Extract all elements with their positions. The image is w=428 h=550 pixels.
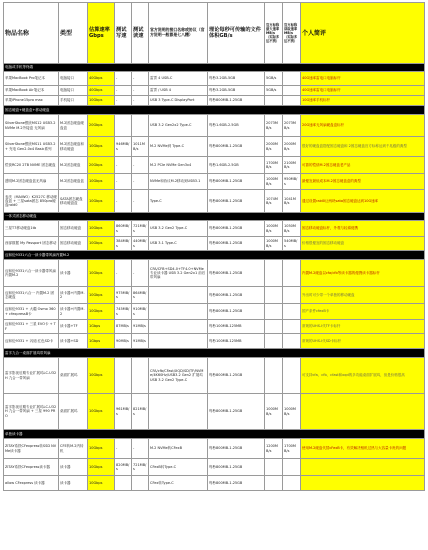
cell-throughput: 每秒1.6GB-2.5GB bbox=[208, 115, 265, 137]
cell-throughput: 每秒100MB-125MB bbox=[208, 334, 265, 349]
table-body bbox=[4, 64, 425, 491]
table-row bbox=[4, 304, 425, 320]
cell-speed-estimate: 20Gbps bbox=[88, 157, 115, 174]
cell-item-name: 透明M.2固态硬盘盒无风扇 bbox=[4, 174, 59, 190]
cell-item-name: 苹果MacBook Pro笔记本 bbox=[4, 72, 59, 86]
cell-interface: M.2 NVMe到 Type-C bbox=[149, 137, 208, 157]
cell-test-read: - bbox=[132, 96, 149, 106]
section-header bbox=[4, 213, 425, 221]
cell-interface: USB 3.1 Type-C bbox=[149, 237, 208, 251]
cell-test-write: 961MB/s bbox=[115, 394, 132, 430]
cell-official-read bbox=[283, 304, 301, 320]
cell-review: 40G速率雷电口电脑标杆 bbox=[301, 72, 425, 86]
table-row bbox=[4, 358, 425, 394]
cell-type: 读卡器+内置M.2 bbox=[59, 304, 88, 320]
cell-test-read: 440MB/s bbox=[132, 237, 149, 251]
table-row bbox=[4, 174, 425, 190]
cell-test-read: - bbox=[132, 260, 149, 287]
header-row bbox=[4, 3, 425, 64]
cell-type: M.2固态硬盘硬盘盒 bbox=[59, 115, 88, 137]
cell-throughput: 每秒800MB-1.25GB bbox=[208, 174, 265, 190]
cell-interface: USB 3.2 Gen2x2 Type-C bbox=[149, 115, 208, 137]
cell-type: 固态移动硬盘 bbox=[59, 237, 88, 251]
cell-official-max: 1000MB/s bbox=[265, 174, 283, 190]
cell-official-max: 1200MB/s bbox=[265, 439, 283, 459]
cell-type: M.2固态硬盘 bbox=[59, 157, 88, 174]
cell-official-read bbox=[283, 320, 301, 334]
cell-test-read: - bbox=[132, 72, 149, 86]
table-row bbox=[4, 86, 425, 96]
cell-test-read: 721MB/s bbox=[132, 459, 149, 476]
cell-throughput: 每秒800MB-1.25GB bbox=[208, 358, 265, 394]
table-row bbox=[4, 287, 425, 304]
cell-test-read bbox=[132, 476, 149, 491]
cell-speed-estimate: 10Gbps bbox=[88, 174, 115, 190]
cell-official-max bbox=[265, 358, 283, 394]
section-header bbox=[4, 64, 425, 72]
cell-type: CFE转M.2内转机 bbox=[59, 439, 88, 459]
cell-type: 读卡器 bbox=[59, 260, 88, 287]
cell-speed-estimate: 1Gbps bbox=[88, 320, 115, 334]
header-test-read: 测试读速 bbox=[132, 3, 149, 64]
section-header bbox=[4, 430, 425, 439]
cell-throughput: 每秒800MB-1.25GB bbox=[208, 137, 265, 157]
section-title: 一体式固态移动硬盘 bbox=[4, 213, 425, 221]
cell-official-read bbox=[283, 287, 301, 304]
cell-speed-estimate: 20Gbps bbox=[88, 115, 115, 137]
table-row bbox=[4, 260, 425, 287]
cell-official-max bbox=[265, 476, 283, 491]
cell-review: 最便宜最低成本M.2固态硬盘盒的典型 bbox=[301, 174, 425, 190]
cell-review: 通过设置raid0让两块sata固态硬盘达到10G速率 bbox=[301, 190, 425, 213]
cell-review: 外出时可少带一个单独的移动硬盘 bbox=[301, 287, 425, 304]
cell-interface bbox=[149, 320, 208, 334]
cell-test-read: 910MB/s bbox=[132, 304, 149, 320]
spec-comparison-table bbox=[3, 2, 425, 491]
cell-review: 价格很便宜的固态移动硬盘 bbox=[301, 237, 425, 251]
cell-type: 读卡器 bbox=[59, 476, 88, 491]
cell-official-max bbox=[265, 320, 283, 334]
section-title: 迈和伦9331六合一读卡器带风扇内置M.2 bbox=[4, 251, 425, 260]
cell-type: 固态移动硬盘 bbox=[59, 221, 88, 237]
cell-interface bbox=[149, 287, 208, 304]
cell-interface: M.2 PCIe NVMe Gen3x4 bbox=[149, 157, 208, 174]
table-row bbox=[4, 72, 425, 86]
cell-test-read: - bbox=[132, 174, 149, 190]
cell-test-write: - bbox=[115, 86, 132, 96]
cell-test-read: 1011MB/s bbox=[132, 137, 149, 157]
cell-official-max: 1074MB/s bbox=[265, 190, 283, 213]
cell-type: 读卡器+TF bbox=[59, 320, 88, 334]
cell-review: 可支持cfa、cfb、cfast和xqd的多功能桌面扩展坞，但是价格很高 bbox=[301, 358, 425, 394]
cell-throughput: 每秒800MB-1.25GB bbox=[208, 287, 265, 304]
cell-test-write: - bbox=[115, 439, 132, 459]
cell-review: 内置M.2硬盘以cfa/cfb等读卡器的便携读卡器标杆 bbox=[301, 260, 425, 287]
header-official-read: 官方标称读取速率MB/s（实际多达不到） bbox=[283, 3, 301, 64]
cell-speed-estimate: 10Gbps bbox=[88, 358, 115, 394]
cell-test-write bbox=[115, 115, 132, 137]
section-header bbox=[4, 349, 425, 358]
cell-test-write: 820MB/s bbox=[115, 459, 132, 476]
cell-test-write: 384MB/s bbox=[115, 237, 132, 251]
cell-throughput: 每秒100MB-125MB bbox=[208, 320, 265, 334]
cell-throughput: 每秒3.2GB-5GB bbox=[208, 72, 265, 86]
cell-test-read: - bbox=[132, 86, 149, 96]
cell-official-read bbox=[283, 459, 301, 476]
cell-official-read bbox=[283, 260, 301, 287]
section-header bbox=[4, 251, 425, 260]
cell-item-name: 迈和伦9331 + 三星 EVO卡 + TF bbox=[4, 320, 59, 334]
cell-test-read bbox=[132, 115, 149, 137]
cell-official-read: 1700MB/s bbox=[283, 439, 301, 459]
cell-test-write: 975MB/s bbox=[115, 287, 132, 304]
cell-throughput: 每秒1.6GB-2.5GB bbox=[208, 157, 265, 174]
cell-item-name: 苹果iPhone15pro max bbox=[4, 96, 59, 106]
cell-official-max: 5GB/s bbox=[265, 72, 283, 86]
cell-item-name: SilverStone银欣MS11 USB3.2 + 充电 Gen2.0x4 Basic系列 bbox=[4, 137, 59, 157]
cell-speed-estimate: 10Gbps bbox=[88, 237, 115, 251]
cell-test-read: - bbox=[132, 439, 149, 459]
cell-interface: Type-C bbox=[149, 190, 208, 213]
cell-official-max: 5GB/s bbox=[265, 86, 283, 96]
cell-interface bbox=[149, 334, 208, 349]
cell-official-read bbox=[283, 72, 301, 86]
cell-review: 40G速率雷电口电脑标杆 bbox=[301, 86, 425, 96]
cell-type: 桌面扩展坞 bbox=[59, 394, 88, 430]
cell-item-name: 迈和伦9331 + 闪迪 红色SD卡 bbox=[4, 334, 59, 349]
cell-throughput: 每秒800MB-1.25GB bbox=[208, 304, 265, 320]
table-row bbox=[4, 476, 425, 491]
cell-throughput: 每秒800MB-1.25GB bbox=[208, 237, 265, 251]
header-item-name: 物品名称 bbox=[4, 3, 59, 64]
cell-speed-estimate: 10Gbps bbox=[88, 96, 115, 106]
cell-type: 读卡器 bbox=[59, 459, 88, 476]
cell-test-write: 745MB/s bbox=[115, 304, 132, 320]
cell-interface: USB 3 Type-C DisplayPort bbox=[149, 96, 208, 106]
header-type: 类型 bbox=[59, 3, 88, 64]
cell-type: M.2固态硬盘盒 bbox=[59, 174, 88, 190]
cell-test-write: - bbox=[115, 260, 132, 287]
cell-throughput: 每秒800MB-1.25GB bbox=[208, 394, 265, 430]
cell-item-name: 麦沃（MAIWO）K2527C 移动硬盘盒 + 三星sata固态 850pro硬盘raid0 bbox=[4, 190, 59, 213]
section-title: 电脑或手机等终端 bbox=[4, 64, 425, 72]
cell-review bbox=[301, 394, 425, 430]
cell-official-read: 2000MB/s bbox=[283, 137, 301, 157]
cell-test-write: 87MB/s bbox=[115, 320, 132, 334]
cell-official-read: 950MB/s bbox=[283, 174, 301, 190]
cell-official-read: 1041MB/s bbox=[283, 190, 301, 213]
cell-interface: 雷雳 4 USB-C bbox=[149, 72, 208, 86]
cell-test-write: - bbox=[115, 72, 132, 86]
cell-throughput: 每秒3.2GB-5GB bbox=[208, 86, 265, 96]
cell-review: 常规的UHS-I代SD卡标杆 bbox=[301, 334, 425, 349]
cell-speed-estimate: 10Gbps bbox=[88, 304, 115, 320]
cell-type: 电脑接口 bbox=[59, 86, 88, 96]
cell-throughput: 每秒800MB-1.25GB bbox=[208, 190, 265, 213]
cell-test-write: - bbox=[115, 96, 132, 106]
cell-speed-estimate: 40Gbps bbox=[88, 86, 115, 96]
cell-throughput: 每秒800MB-1.25GB bbox=[208, 439, 265, 459]
section-header bbox=[4, 106, 425, 115]
cell-official-read bbox=[283, 96, 301, 106]
cell-test-read: - bbox=[132, 190, 149, 213]
cell-test-write bbox=[115, 476, 132, 491]
section-title: 固态硬盘+硬盘盒+移动硬盘 bbox=[4, 106, 425, 115]
cell-type: 读卡器+SD bbox=[59, 334, 88, 349]
table-row bbox=[4, 221, 425, 237]
cell-interface: NVMe和协议M.2移动到USB3.1 bbox=[149, 174, 208, 190]
table-row bbox=[4, 459, 425, 476]
cell-official-max: 1000MB/s bbox=[265, 221, 283, 237]
cell-test-write: - bbox=[115, 190, 132, 213]
cell-item-name: 西部数据 My Passport 固态移动 bbox=[4, 237, 59, 251]
cell-speed-estimate: 10Gbps bbox=[88, 260, 115, 287]
header-interface: 官方说明的接口名称或协议（官方说明一般都是七八糟） bbox=[149, 3, 208, 64]
cell-item-name: 雷孚影视后期专业扩展坞LC-U32H 九合一带风扇 bbox=[4, 358, 59, 394]
cell-speed-estimate: 10Gbps bbox=[88, 221, 115, 237]
cell-throughput: 每秒800MB-1.25GB bbox=[208, 221, 265, 237]
cell-official-max: 2073MB/s bbox=[265, 115, 283, 137]
table-row bbox=[4, 394, 425, 430]
header-test-write: 测试写速 bbox=[115, 3, 132, 64]
cell-test-write: 946MB/s bbox=[115, 137, 132, 157]
cell-official-max bbox=[265, 287, 283, 304]
cell-interface bbox=[149, 304, 208, 320]
cell-review: 可靠的铠侠M.2固态硬盘老产品 bbox=[301, 157, 425, 174]
cell-test-read: 721MB/s bbox=[132, 221, 149, 237]
header-official-max: 官方标称最大速率MB/s（实际多达不到） bbox=[265, 3, 283, 64]
cell-interface: CFA/CFB+SD4.0+TF4.0+NVMe专业读卡器 USB 3.2 Gen2x1 前后带风扇 bbox=[149, 260, 208, 287]
cell-review: 很好的硬盘盒搭配固态硬盘和 2固态硬盘官方标称达到千兆级的典型 bbox=[301, 137, 425, 157]
cell-test-write: 860MB/s bbox=[115, 221, 132, 237]
cell-interface: USB 3.2 Gen2 Type-C bbox=[149, 221, 208, 237]
cell-official-max: 1000MB/s bbox=[265, 237, 283, 251]
cell-item-name: 铠侠RC20 2TB NVME 固态硬盘 bbox=[4, 157, 59, 174]
table-row bbox=[4, 190, 425, 213]
cell-test-read bbox=[132, 358, 149, 394]
cell-speed-estimate: 1Gbps bbox=[88, 334, 115, 349]
cell-speed-estimate: 10Gbps bbox=[88, 190, 115, 213]
cell-review: 使用M.2硬盘代替cFexB卡，有效解决相机过热与大容量卡贵的问题 bbox=[301, 439, 425, 459]
cell-item-name: ZITAY希铁CFexpress读卡器 bbox=[4, 459, 59, 476]
cell-official-max: 1000MB/s bbox=[265, 394, 283, 430]
cell-item-name: 迈和伦9331六合一 内置M.2 固态硬盘 bbox=[4, 287, 59, 304]
cell-test-write: - bbox=[115, 157, 132, 174]
cell-speed-estimate: 10Gbps bbox=[88, 476, 115, 491]
cell-speed-estimate: 10Gbps bbox=[88, 459, 115, 476]
cell-item-name: 苹果MacBook Air笔记本 bbox=[4, 86, 59, 96]
cell-official-max: 2000MB/s bbox=[265, 137, 283, 157]
cell-test-read: - bbox=[132, 157, 149, 174]
cell-item-name: SilverStone银欣MS12 USB3.2 NVMe M.2外接盒 无风扇 bbox=[4, 115, 59, 137]
cell-interface bbox=[149, 394, 208, 430]
table-row bbox=[4, 157, 425, 174]
cell-speed-estimate: 40Gbps bbox=[88, 72, 115, 86]
cell-interface: M.2 NVMe转CFexB bbox=[149, 439, 208, 459]
cell-interface: 雷雳 / USB 4 bbox=[149, 86, 208, 96]
cell-item-name: 三星T7移动硬盘1tb bbox=[4, 221, 59, 237]
section-title: 雷孚九合一桌面扩展坞带风扇 bbox=[4, 349, 425, 358]
cell-official-read bbox=[283, 358, 301, 394]
cell-review: 固态移动硬盘标杆，外观与轻薄便携 bbox=[301, 221, 425, 237]
cell-item-name: 迈和伦9331六合一读卡器带风扇内置M.2 bbox=[4, 260, 59, 287]
cell-test-write: 90MB/s bbox=[115, 334, 132, 349]
cell-official-read: 540MB/s bbox=[283, 237, 301, 251]
cell-test-write: - bbox=[115, 174, 132, 190]
cell-speed-estimate: 10Gbps bbox=[88, 439, 115, 459]
cell-official-read: 2073MB/s bbox=[283, 115, 301, 137]
cell-test-read: 864MB/s bbox=[132, 287, 149, 304]
cell-interface: CFexB转Type-C bbox=[149, 459, 208, 476]
section-title: 单独读卡器 bbox=[4, 430, 425, 439]
cell-type: M.2固态硬盘和移动硬盘 bbox=[59, 137, 88, 157]
table-row bbox=[4, 137, 425, 157]
cell-type: 桌面扩展坞 bbox=[59, 358, 88, 394]
cell-speed-estimate: 10Gbps bbox=[88, 137, 115, 157]
cell-item-name: 雷孚影视后期专业扩展坞LC-U32H 九合一带风扇 + 三星 990 PRO bbox=[4, 394, 59, 430]
cell-review bbox=[301, 476, 425, 491]
cell-official-max bbox=[265, 334, 283, 349]
cell-test-read: 821MB/s bbox=[132, 394, 149, 430]
cell-interface: CFex转Type-C bbox=[149, 476, 208, 491]
cell-review: 20G速率无风扇硬盘盒标杆 bbox=[301, 115, 425, 137]
table-row bbox=[4, 320, 425, 334]
header-review: 个人简评 bbox=[301, 3, 425, 64]
cell-speed-estimate: 10Gbps bbox=[88, 394, 115, 430]
cell-throughput: 每秒800MB-1.25GB bbox=[208, 459, 265, 476]
cell-review: 10G速率手机标杆 bbox=[301, 96, 425, 106]
header-throughput: 理论每秒可传输的文件体积GB/s bbox=[208, 3, 265, 64]
table-row bbox=[4, 96, 425, 106]
cell-official-read bbox=[283, 86, 301, 96]
cell-official-max bbox=[265, 260, 283, 287]
cell-interface: CFA/cfb/CFast/XQD/SD/TF/NVMe/4K60Hz/USB3.2 Gen2 扩展坞 USB 3.2 Gen2 Type-C bbox=[149, 358, 208, 394]
cell-item-name: allow CFexpress 读卡器 bbox=[4, 476, 59, 491]
cell-test-write bbox=[115, 358, 132, 394]
table-row bbox=[4, 439, 425, 459]
cell-speed-estimate: 10Gbps bbox=[88, 287, 115, 304]
table-row bbox=[4, 237, 425, 251]
cell-review bbox=[301, 459, 425, 476]
cell-type: 手机接口 bbox=[59, 96, 88, 106]
cell-type: 电脑接口 bbox=[59, 72, 88, 86]
cell-official-max bbox=[265, 96, 283, 106]
cell-test-read: 91MB/s bbox=[132, 334, 149, 349]
cell-item-name: ZITAY希铁CFexpress转SSD NVMe读卡器 bbox=[4, 439, 59, 459]
table-row bbox=[4, 115, 425, 137]
cell-throughput: 每秒800MB-1.25GB bbox=[208, 476, 265, 491]
cell-review: 常规的UHS-I代TF卡标杆 bbox=[301, 320, 425, 334]
cell-official-max bbox=[265, 304, 283, 320]
cell-official-read bbox=[283, 334, 301, 349]
cell-official-max: 1700MB/s bbox=[265, 157, 283, 174]
cell-official-read bbox=[283, 476, 301, 491]
cell-official-read: 2100MB/s bbox=[283, 157, 301, 174]
cell-official-max bbox=[265, 459, 283, 476]
cell-official-read: 1050MB/s bbox=[283, 221, 301, 237]
cell-test-read: 91MB/s bbox=[132, 320, 149, 334]
header-speed-estimate: 估算速率Gbps bbox=[88, 3, 115, 64]
cell-throughput: 每秒800MB-1.25GB bbox=[208, 260, 265, 287]
cell-item-name: 迈和伦9331 + 大疆 Osmo 360 + cfexpressB卡 bbox=[4, 304, 59, 320]
table-row bbox=[4, 334, 425, 349]
cell-throughput: 每秒800MB-1.25GB bbox=[208, 96, 265, 106]
cell-type: 读卡器+内置M.2 bbox=[59, 287, 88, 304]
cell-official-read: 1000MB/s bbox=[283, 394, 301, 430]
cell-type: SATA固态硬盘移动硬盘盒 bbox=[59, 190, 88, 213]
cell-review: 国产条件cfexB卡 bbox=[301, 304, 425, 320]
